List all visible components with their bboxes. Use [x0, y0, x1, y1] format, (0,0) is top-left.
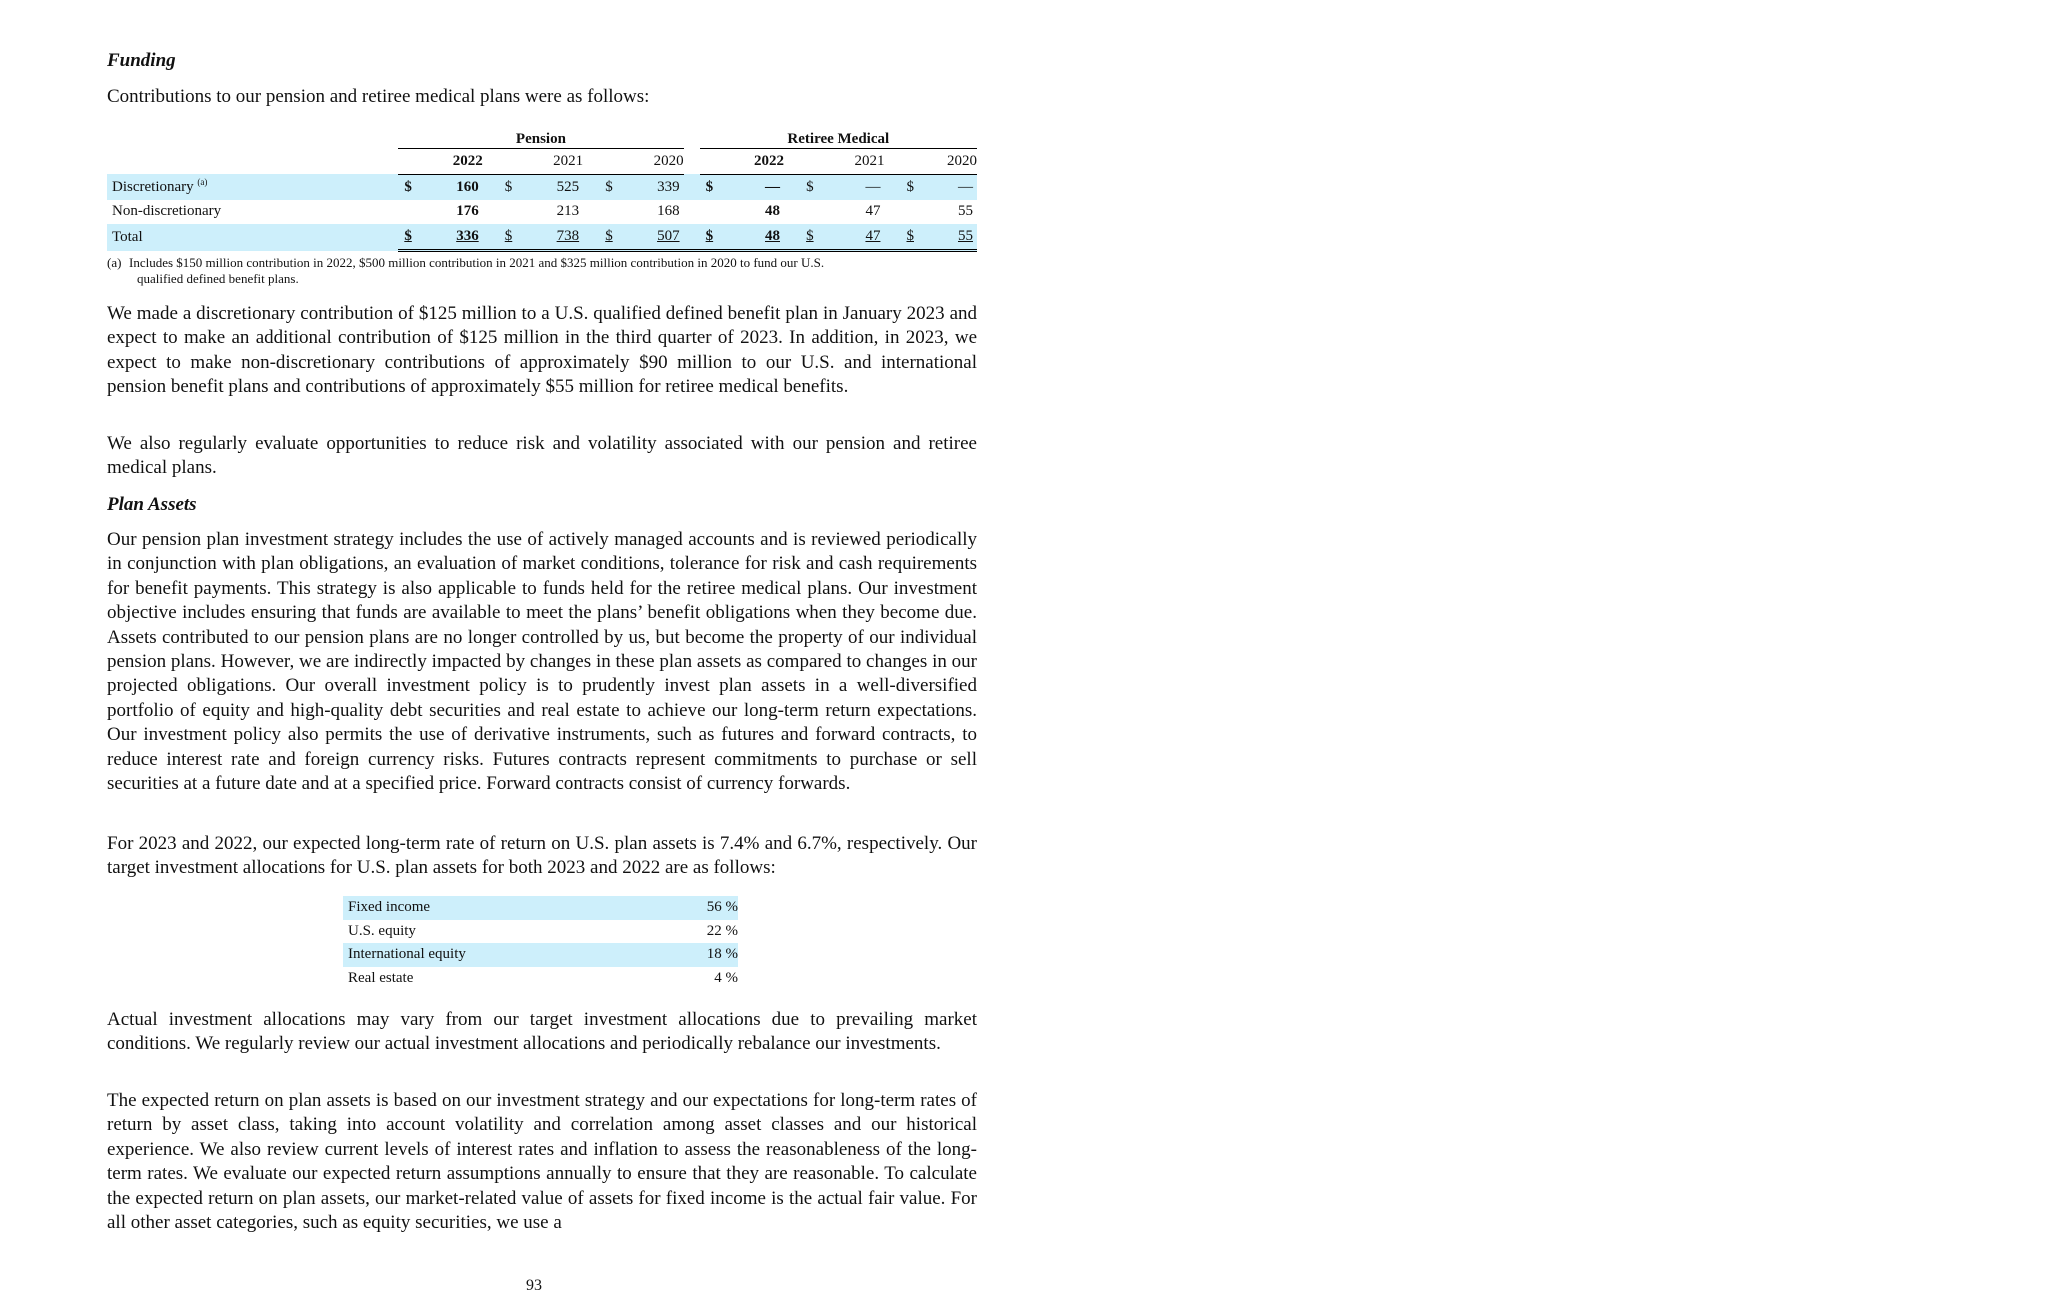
allocation-name: International equity [343, 943, 643, 967]
funding-heading: Funding [107, 50, 176, 71]
footnote-mark: (a) [107, 255, 122, 270]
year-header: 2021 [816, 149, 884, 175]
allocation-name: U.S. equity [348, 922, 416, 939]
currency-symbol: $ [700, 174, 722, 199]
cell-value: — [917, 174, 977, 199]
paragraph-discretionary-contribution: We made a discretionary contribution of $125 million to a U.S. qualified defined benefit plan in January 2023 and expect to make an additional contribution of $125 million in the third quarter of 2023. In addition, in 2023, we expect to make non-discretionary contributions of approximately $90 million to our U.S. and international pension benefit plans and contributions of approximately $55 million for retiree medical benefits. [107, 303, 977, 398]
year-header: 2022 [420, 149, 482, 175]
cell-value: 507 [615, 224, 683, 250]
cell-value: 336 [420, 224, 482, 250]
cell-value: 525 [515, 174, 583, 199]
cell-value: — [722, 174, 784, 199]
currency-symbol: $ [901, 224, 917, 250]
cell-value: 168 [657, 203, 680, 220]
retiree-medical-group-header: Retiree Medical [700, 124, 977, 149]
cell-value: 213 [556, 203, 580, 220]
currency-symbol: $ [599, 224, 615, 250]
row-label: Discretionary [112, 179, 194, 196]
currency-symbol: $ [700, 224, 722, 250]
allocation-row [343, 920, 738, 944]
cell-value: 47 [865, 203, 881, 220]
plan-assets-heading: Plan Assets [107, 494, 197, 515]
currency-symbol: $ [800, 224, 816, 250]
currency-symbol: $ [599, 174, 615, 199]
year-header: 2022 [722, 149, 784, 175]
year-header: 2020 [917, 149, 977, 175]
footnote-text-continued: qualified defined benefit plans. [137, 271, 299, 286]
cell-value: 55 [917, 224, 977, 250]
cell-value: — [816, 174, 884, 199]
page-number: 93 [526, 1277, 542, 1294]
footnote-ref: (a) [197, 177, 208, 188]
allocation-percent: 18 % [643, 943, 738, 967]
currency-symbol: $ [499, 174, 515, 199]
table-footnote [107, 255, 977, 287]
year-header: 2020 [615, 149, 683, 175]
row-label: Non-discretionary [112, 203, 222, 220]
pension-group-header: Pension [398, 124, 683, 149]
paragraph-investment-strategy: Our pension plan investment strategy includes the use of actively managed accounts and is reviewed periodically in conjunction with plan obligations, an evaluation of market conditions, tolerance for risk and cash requirements for benefit payments. This strategy is also applicable to funds held for the retiree medical plans. Our investment objective includes ensuring that funds are available to meet the plans’ benefit obligations when they become due. Assets contributed to our pension plans are no longer controlled by us, but become the property of our individual pension plans. However, we are indirectly impacted by changes in these plan assets as compared to changes in our projected obligations. Our overall investment policy is to prudently invest plan assets in a well-diversified portfolio of equity and high-quality debt securities and real estate to achieve our long-term return expectations. Our investment policy also permits the use of derivative instruments, such as futures and forward contracts, to reduce interest rate and foreign currency risks. Futures contracts represent commitments to purchase or sell securities at a future date and at a specified price. Forward contracts consist of currency forwards. [107, 529, 977, 795]
allocation-percent: 22 % [706, 922, 738, 939]
allocation-percent: 4 % [714, 970, 738, 987]
paragraph-expected-return: For 2023 and 2022, our expected long-term rate of return on U.S. plan assets is 7.4% and 6.7%, respectively. Our target investment allocations for U.S. plan assets for both 2023 and 2022 are as follows: [107, 833, 977, 879]
currency-symbol: $ [499, 224, 515, 250]
paragraph-actual-allocations: Actual investment allocations may vary from our target investment allocations due to prevailing market conditions. We regularly review our actual investment allocations and periodically rebalance our investments. [107, 1009, 977, 1055]
currency-symbol: $ [398, 174, 420, 199]
currency-symbol: $ [398, 224, 420, 250]
paragraph-risk-evaluation: We also regularly evaluate opportunities to reduce risk and volatility associated with our pension and retiree medical plans. [107, 433, 977, 479]
cell-value: 176 [456, 203, 479, 220]
cell-value: 160 [420, 174, 482, 199]
cell-value: 339 [615, 174, 683, 199]
allocation-row [343, 896, 738, 920]
currency-symbol: $ [800, 174, 816, 199]
table-row-total [107, 224, 977, 250]
cell-value: 55 [958, 203, 973, 220]
cell-value: 48 [722, 224, 784, 250]
currency-symbol: $ [901, 174, 917, 199]
footnote-text: Includes $150 million contribution in 2022, $500 million contribution in 2021 and $325 million contribution in 2020 to fund our U.S. [129, 255, 825, 270]
allocation-row [343, 967, 738, 991]
allocation-name: Fixed income [343, 896, 643, 920]
contributions-table [107, 124, 977, 252]
year-header: 2021 [515, 149, 583, 175]
allocation-table [343, 896, 738, 990]
cell-value: 738 [515, 224, 583, 250]
table-row [107, 174, 977, 199]
allocation-name: Real estate [348, 970, 414, 987]
row-label: Total [107, 224, 388, 250]
cell-value: 47 [816, 224, 884, 250]
table-row [107, 200, 977, 225]
allocation-percent: 56 % [643, 896, 738, 920]
allocation-row [343, 943, 738, 967]
funding-intro: Contributions to our pension and retiree medical plans were as follows: [107, 86, 650, 107]
cell-value: 48 [765, 203, 780, 220]
paragraph-expected-return-basis: The expected return on plan assets is based on our investment strategy and our expectations for long-term rates of return by asset class, taking into account volatility and correlation among asset classes and our historical experience. We also review current levels of interest rates and inflation to assess the reasonableness of the long-term rates. We evaluate our expected return assumptions annually to ensure that they are reasonable. To calculate the expected return on plan assets, our market-related value of assets for fixed income is the actual fair value. For all other asset categories, such as equity securities, we use a [107, 1090, 977, 1234]
